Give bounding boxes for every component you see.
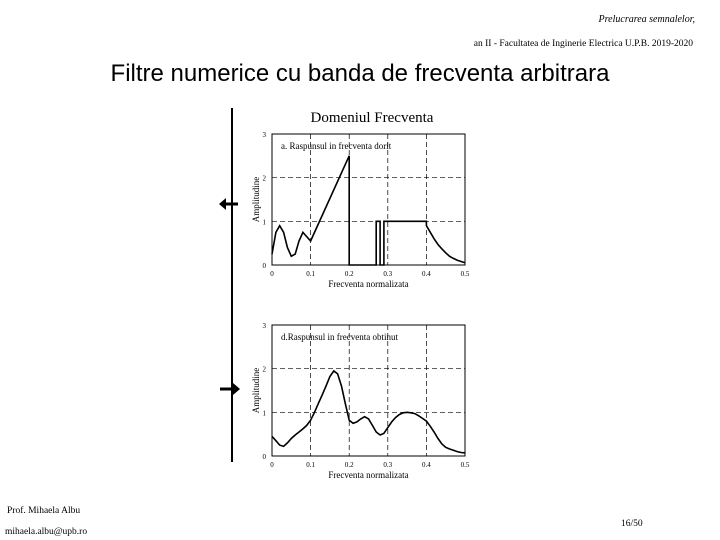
top-x-tick-label: 0.5 [460, 270, 470, 278]
bottom-response-curve [272, 371, 465, 453]
top-x-tick-label: 0 [270, 270, 274, 278]
course-name: Prelucrarea semnalelor, [598, 14, 695, 25]
top-y-axis-label: Amplitudine [251, 176, 261, 223]
bottom-x-tick-label: 0.1 [306, 461, 315, 469]
bottom-y-tick-label: 3 [262, 322, 266, 330]
bottom-x-tick-label: 0.5 [460, 461, 470, 469]
top-response-curve [272, 156, 465, 265]
bottom-x-tick-label: 0.3 [383, 461, 393, 469]
faculty-line: an II - Facultatea de Inginerie Electrica U.P.B. 2019-2020 [473, 39, 693, 49]
top-panel-label: a. Raspunsul in frecventa dorit [281, 141, 392, 151]
top-x-tick-label: 0.4 [422, 270, 431, 278]
top-panel [251, 131, 470, 289]
author-email[interactable]: mihaela.albu@upb.ro [5, 527, 88, 537]
arrow-left-icon [219, 198, 238, 210]
top-y-tick-label: 0 [262, 262, 266, 270]
bottom-x-tick-label: 0 [270, 461, 274, 469]
author-name: Prof. Mihaela Albu [7, 506, 81, 516]
bottom-x-axis-label: Frecventa normalizata [328, 470, 409, 480]
top-plot-frame [272, 134, 465, 265]
top-y-tick-label: 2 [262, 174, 266, 183]
top-x-tick-label: 0.2 [344, 270, 354, 278]
bottom-y-axis-label: Amplitudine [251, 367, 261, 414]
slide-title: Filtre numerice cu banda de frecventa arbitrara [110, 60, 610, 87]
bottom-panel [251, 322, 470, 480]
bottom-y-tick-label: 0 [262, 453, 266, 461]
bottom-y-tick-label: 2 [262, 365, 266, 374]
figure-title: Domeniul Frecventa [310, 110, 434, 126]
bottom-x-tick-label: 0.2 [344, 461, 354, 469]
top-x-axis-label: Frecventa normalizata [328, 279, 409, 289]
bottom-x-tick-label: 0.4 [422, 461, 431, 469]
top-y-tick-label: 3 [262, 131, 266, 139]
arrow-right-icon [220, 383, 240, 395]
top-x-tick-label: 0.1 [306, 270, 315, 278]
bottom-panel-label: d.Raspunsul in frecventa obtinut [281, 332, 398, 342]
top-x-tick-label: 0.3 [383, 270, 393, 278]
bottom-y-tick-label: 1 [262, 409, 266, 418]
top-y-tick-label: 1 [262, 218, 266, 227]
page-number: 16/50 [621, 519, 643, 529]
